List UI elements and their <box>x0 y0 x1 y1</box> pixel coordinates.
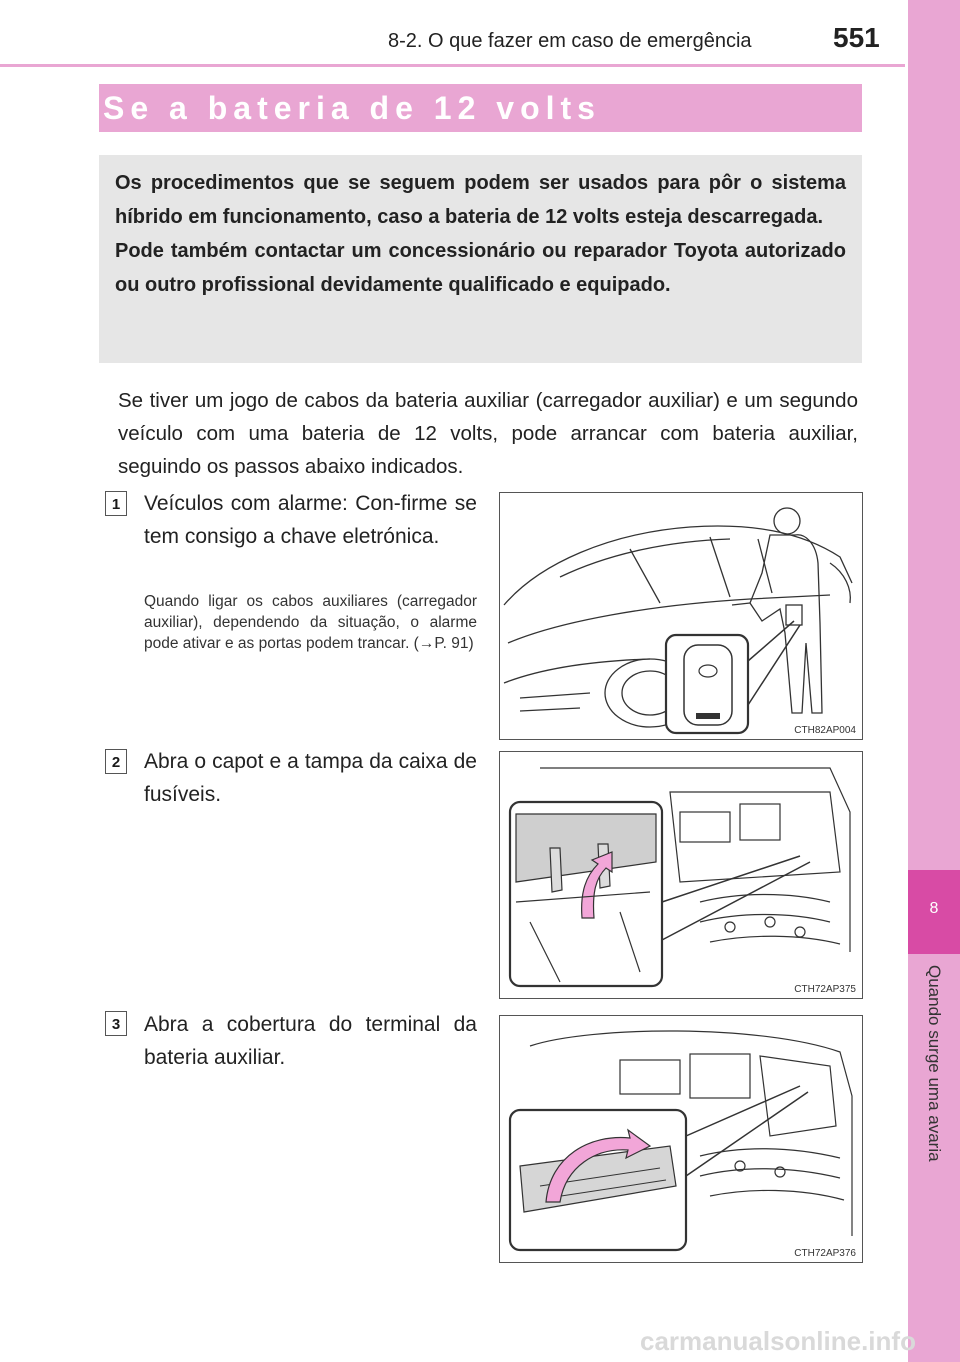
figure-key-check <box>499 492 863 740</box>
step-1-text: Veículos com alarme: Con-firme se tem consigo a chave eletrónica. <box>144 492 477 548</box>
chapter-number: 8 <box>929 900 939 917</box>
page-title: Se a bateria de 12 volts <box>103 90 601 126</box>
step-2-badge: 2 <box>105 749 127 774</box>
figure-code-1: CTH82AP004 <box>794 725 856 736</box>
car-and-key-illustration <box>500 493 862 739</box>
section-title: 8-2. O que fazer em caso de emergência <box>388 30 752 52</box>
intro-text: Os procedimentos que se seguem podem ser usados para pôr o sistema híbrido em funcionamento, caso a bateria de 12 volts esteja descarregada. Pode também contactar um concessionário ou reparador Toyota autorizado ou outro profissional devidamente qualificado e equipado. <box>115 172 846 296</box>
chapter-title: Quando surge uma avaria <box>925 965 944 1162</box>
figure-code-3: CTH72AP376 <box>794 1248 856 1259</box>
step-2-text: Abra o capot e a tampa da caixa de fusíveis. <box>144 750 477 806</box>
step-3-badge: 3 <box>105 1011 127 1036</box>
intro-box <box>99 155 862 363</box>
watermark: carmanualsonline.info <box>640 1326 916 1356</box>
header-divider <box>0 64 905 67</box>
figure-fuse-box <box>499 751 863 999</box>
chapter-title-vertical <box>914 965 954 1215</box>
page-number: 551 <box>833 22 880 53</box>
step-3-text: Abra a cobertura do terminal da bateria auxiliar. <box>144 1013 477 1069</box>
figure-terminal-cover <box>499 1015 863 1263</box>
page-title-bar <box>99 84 862 132</box>
step-1-note: Quando ligar os cabos auxiliares (carregador auxiliar), dependendo da situação, o alarme pode ativar e as portas podem trancar. (→P. 91) <box>144 593 477 652</box>
figure-code-2: CTH72AP375 <box>794 984 856 995</box>
battery-terminal-illustration <box>500 1016 862 1262</box>
step-1-badge: 1 <box>105 491 127 516</box>
chapter-number-tab[interactable] <box>908 870 960 954</box>
body-paragraph: Se tiver um jogo de cabos da bateria auxiliar (carregador auxiliar) e um segundo veículo com uma bateria de 12 volts, pode arrancar com bateria auxiliar, seguindo os passos abaixo indicados. <box>118 389 858 478</box>
engine-fuse-box-illustration <box>500 752 862 998</box>
